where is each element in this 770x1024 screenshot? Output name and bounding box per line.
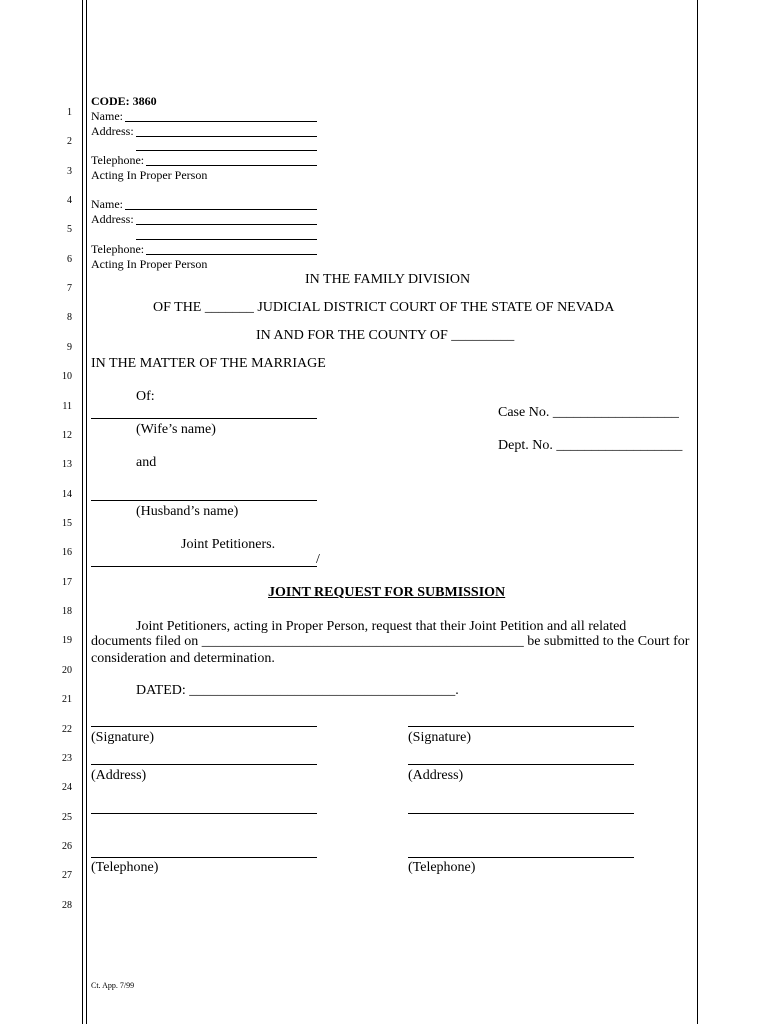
right-address-label: (Address) — [408, 768, 464, 783]
line-number: 6 — [67, 254, 72, 265]
party2-telephone-label: Telephone: — [91, 242, 145, 256]
party1-address-field-2[interactable] — [136, 150, 317, 151]
line-number: 19 — [62, 635, 72, 646]
party2-capacity: Acting In Proper Person — [91, 257, 208, 271]
line-number: 16 — [62, 547, 72, 558]
left-signature-label: (Signature) — [91, 730, 154, 745]
dated-line: DATED: ______________________________________. — [136, 683, 459, 698]
line-number: 2 — [67, 136, 72, 147]
court-district: OF THE _______ JUDICIAL DISTRICT COURT OF THE STATE OF NEVADA — [153, 300, 615, 315]
line-number: 25 — [62, 812, 72, 823]
line-number: 20 — [62, 665, 72, 676]
line-number: 1 — [67, 107, 72, 118]
party2-address-field-1[interactable] — [136, 224, 317, 225]
and-label: and — [136, 455, 157, 470]
right-telephone-label: (Telephone) — [408, 860, 476, 875]
husband-name-field[interactable] — [91, 500, 317, 501]
party2-address-field-2[interactable] — [136, 239, 317, 240]
court-county: IN AND FOR THE COUNTY OF _________ — [256, 328, 515, 343]
party1-name-field[interactable] — [125, 121, 317, 122]
line-number: 5 — [67, 224, 72, 235]
party1-name-label: Name: — [91, 109, 123, 123]
line-number: 7 — [67, 283, 72, 294]
line-number: 27 — [62, 870, 72, 881]
form-code: CODE: 3860 — [91, 94, 157, 108]
line-number: 10 — [62, 371, 72, 382]
party2-name-label: Name: — [91, 197, 123, 211]
caption-closing-slash: / — [316, 552, 320, 567]
wife-name-field[interactable] — [91, 418, 317, 419]
party1-address-label: Address: — [91, 124, 134, 138]
right-signature-label: (Signature) — [408, 730, 471, 745]
joint-petitioners-label: Joint Petitioners. — [181, 537, 276, 552]
line-number: 8 — [67, 312, 72, 323]
right-address-line[interactable] — [408, 764, 634, 765]
party1-capacity: Acting In Proper Person — [91, 168, 208, 182]
right-signature-line[interactable] — [408, 726, 634, 727]
right-margin-rule — [697, 0, 698, 1024]
husband-name-label: (Husband’s name) — [136, 504, 239, 519]
line-number: 9 — [67, 342, 72, 353]
line-number: 21 — [62, 694, 72, 705]
right-address-line-2[interactable] — [408, 813, 634, 814]
line-number: 14 — [62, 489, 72, 500]
of-label: Of: — [136, 389, 155, 404]
line-number: 22 — [62, 724, 72, 735]
body-line-3: consideration and determination. — [91, 651, 275, 666]
form-revision-footer: Ct. App. 7/99 — [91, 981, 135, 990]
line-number: 17 — [62, 577, 72, 588]
line-number: 12 — [62, 430, 72, 441]
court-division: IN THE FAMILY DIVISION — [305, 272, 471, 287]
party1-telephone-field[interactable] — [146, 165, 317, 166]
left-telephone-line[interactable] — [91, 857, 317, 858]
wife-name-label: (Wife’s name) — [136, 422, 216, 437]
left-signature-line[interactable] — [91, 726, 317, 727]
line-number: 11 — [62, 401, 72, 412]
left-margin-rule-outer — [82, 0, 83, 1024]
party1-address-field-1[interactable] — [136, 136, 317, 137]
line-number: 24 — [62, 782, 72, 793]
right-telephone-line[interactable] — [408, 857, 634, 858]
line-number: 13 — [62, 459, 72, 470]
body-line-1: Joint Petitioners, acting in Proper Person, request that their Joint Petition and all related — [136, 619, 627, 634]
party2-telephone-field[interactable] — [146, 254, 317, 255]
left-margin-rule-inner — [86, 0, 87, 1024]
line-number: 18 — [62, 606, 72, 617]
dept-number: Dept. No. __________________ — [498, 438, 683, 453]
left-address-label: (Address) — [91, 768, 147, 783]
left-telephone-label: (Telephone) — [91, 860, 159, 875]
line-number: 3 — [67, 166, 72, 177]
party2-address-label: Address: — [91, 212, 134, 226]
party2-name-field[interactable] — [125, 209, 317, 210]
matter-heading: IN THE MATTER OF THE MARRIAGE — [91, 356, 326, 371]
case-number: Case No. __________________ — [498, 405, 679, 420]
line-number: 15 — [62, 518, 72, 529]
body-line-2: documents filed on ______________________________________________ be submitted to the Court for — [91, 634, 690, 649]
party1-telephone-label: Telephone: — [91, 153, 145, 167]
left-address-line-2[interactable] — [91, 813, 317, 814]
line-number: 4 — [67, 195, 72, 206]
left-address-line[interactable] — [91, 764, 317, 765]
line-number: 23 — [62, 753, 72, 764]
line-number: 28 — [62, 900, 72, 911]
document-title: JOINT REQUEST FOR SUBMISSION — [268, 585, 506, 600]
caption-closing-line — [91, 566, 317, 567]
line-number: 26 — [62, 841, 72, 852]
